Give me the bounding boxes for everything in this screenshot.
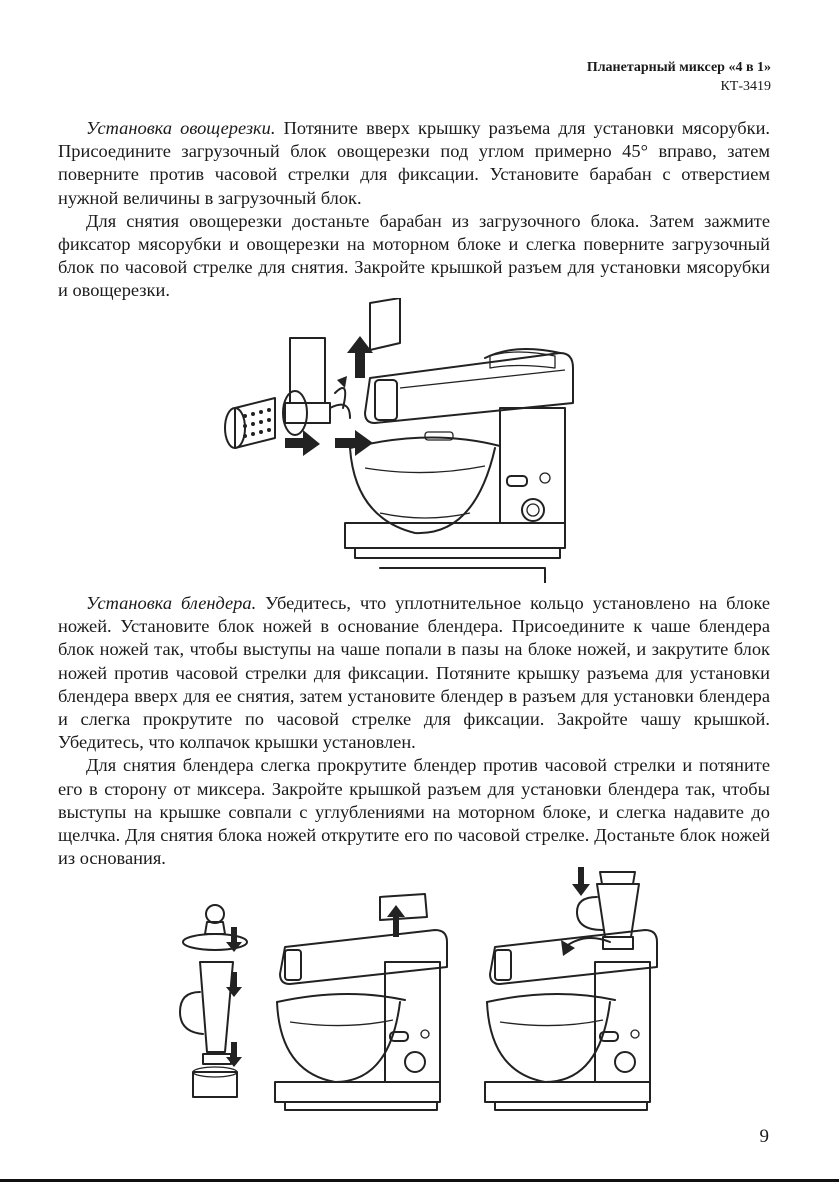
section-lead: Установка блендера. — [86, 593, 257, 613]
paragraph — [58, 592, 770, 754]
section-slicer-installation — [58, 117, 770, 303]
paragraph: Для снятия овощерезки достаньте барабан из загрузочного блока. Затем зажмите фиксатор мясорубки и овощерезки на моторном блоке и слегка поверните загрузочный блок по часовой стрелке для снятия. Закройте крышкой разъем для установки мясорубки и овощерезки. — [58, 210, 770, 301]
document-title: Планетарный миксер «4 в 1» — [586, 60, 771, 75]
page-number: 9 — [759, 1126, 769, 1147]
paragraph: Для снятия блендера слегка прокрутите блендер против часовой стрелки и потяните его в сторону от миксера. Закройте крышкой разъем для установки блендера так, чтобы выступы на крышке совпали с углублениями на моторном блоке, и слегка надавите до щелчка. Для снятия блока ножей открутите его по часовой стрелке. Достаньте блок ножей из основания. — [58, 755, 770, 869]
paragraph-text: Убедитесь, что уплотнительное кольцо установлено на блоке ножей. Установите блок ножей в основание блендера. Присоедините к чаше блендера блок ножей так, чтобы выступы на чаше попали в пазы на блоке ножей, и закрутите блок ножей против часовой стрелки для фиксации. Потяните крышку разъема для установки блендера вверх для ее снятия, затем установите блендер в разъем для установки блендера и слегка прокрутите по часовой стрелке для фиксации. Закройте чашу крышкой. Убедитесь, что колпачок крышки установлен. — [58, 593, 770, 753]
paragraph-text: Потяните вверх крышку разъема для установки мясорубки. Присоедините загрузочный блок овощерезки под углом примерно 45° вправо, затем поверните против часовой стрелки для фиксации. Установите барабан с отверстием нужной величины в загрузочный блок. — [58, 118, 771, 208]
slicer-installation-illustration — [215, 298, 580, 583]
model-number: КТ-3419 — [720, 79, 771, 94]
page-header — [587, 58, 771, 96]
section-blender-installation — [58, 592, 770, 870]
section-lead: Установка овощерезки. — [86, 118, 276, 138]
bottom-rule — [0, 1179, 839, 1182]
blender-installation-illustration — [165, 862, 665, 1112]
paragraph — [58, 117, 770, 210]
